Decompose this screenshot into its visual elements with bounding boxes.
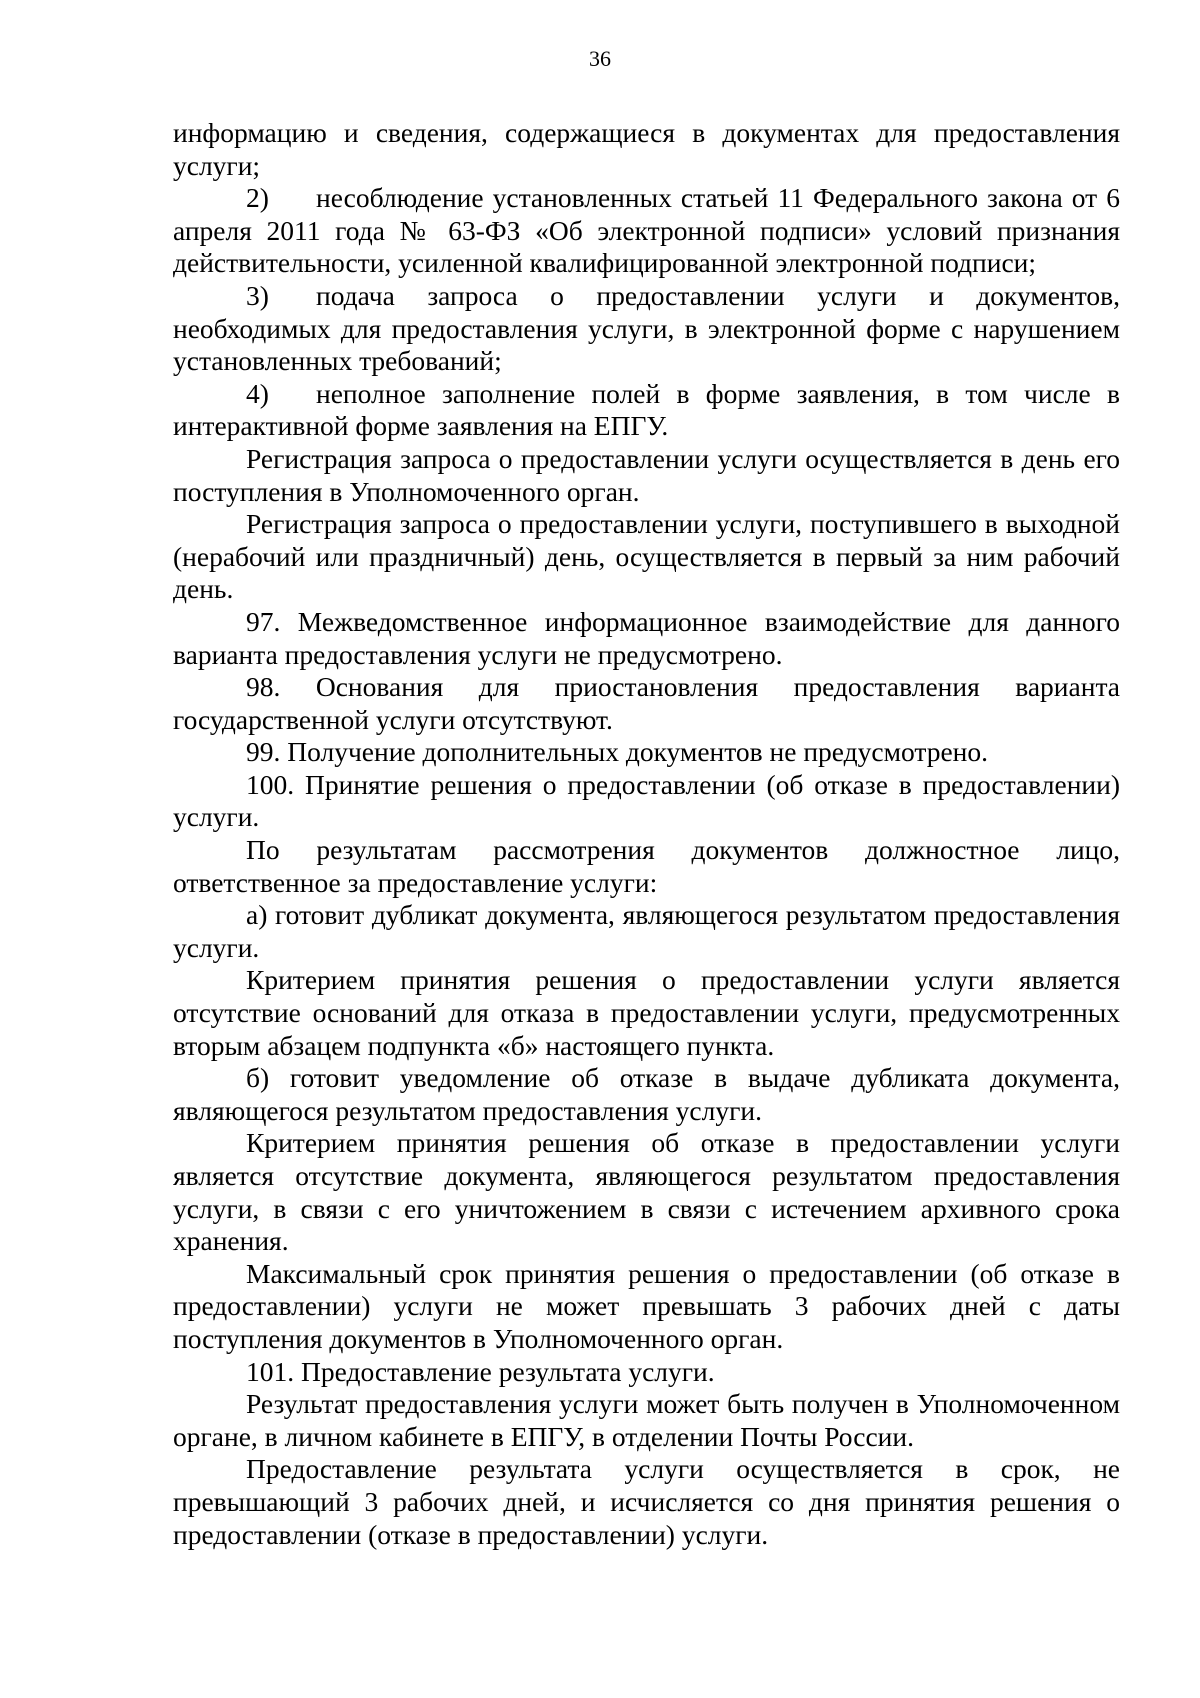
list-item-text: подача запроса о предоставлении услуги и документов, необходимых для предоставления услуги, в электронной форме с нарушением установленных требований; [173, 279, 1120, 377]
paragraph-max-term: Максимальный срок принятия решения о предоставлении (об отказе в предоставлении) услуги не может превышать 3 рабочих дней с даты поступления документов в Уполномоченного орган. [173, 1257, 1120, 1354]
list-item-text: несоблюдение установленных статьей 11 Федерального закона от 6 апреля 2011 года № 63-ФЗ «Об электронной подписи» условий признания действительности, усиленной квалифицированной электронной подписи; [173, 182, 1120, 279]
list-item-text: неполное заполнение полей в форме заявления, в том числе в интерактивной форме заявления на ЕПГУ. [173, 377, 1120, 442]
list-number: 4) [246, 377, 269, 409]
paragraph-registration-holiday: Регистрация запроса о предоставлении услуги, поступившего в выходной (нерабочий или праздничный) день, осуществляется в первый за ним рабочий день. [173, 508, 1120, 605]
list-item-4 [173, 378, 1120, 443]
paragraph-registration: Регистрация запроса о предоставлении услуги осуществляется в день его поступления в Уполномоченного орган. [173, 442, 1120, 507]
list-item-3 [173, 280, 1120, 378]
paragraph-101: 101. Предоставление результата услуги. [246, 1355, 715, 1387]
paragraph-result-received: Результат предоставления услуги может быть получен в Уполномоченном органе, в личном кабинете в ЕПГУ, в отделении Почты России. [173, 1388, 1120, 1452]
paragraph-review-results: По результатам рассмотрения документов должностное лицо, ответственное за предоставление услуги: [173, 834, 1120, 898]
list-number: 2) [246, 182, 269, 214]
page-number: 36 [589, 46, 611, 71]
paragraph-continuation: информацию и сведения, содержащиеся в документах для предоставления услуги; [173, 117, 1120, 181]
list-number: 3) [246, 279, 269, 311]
list-item-2 [173, 182, 1120, 280]
paragraph-item-a: а) готовит дубликат документа, являющегося результатом предоставления услуги. [173, 899, 1120, 963]
paragraph-99: 99. Получение дополнительных документов не предусмотрено. [246, 736, 989, 768]
paragraph-item-b: б) готовит уведомление об отказе в выдаче дубликата документа, являющегося результатом предоставления услуги. [173, 1062, 1120, 1126]
paragraph-criterion-refusal: Критерием принятия решения об отказе в предоставлении услуги является отсутствие документа, являющегося результатом предоставления услуги, в связи с его уничтожением в связи с истечением архивного срока хранения. [173, 1127, 1120, 1257]
paragraph-100: 100. Принятие решения о предоставлении (об отказе в предоставлении) услуги. [173, 768, 1120, 833]
paragraph-result-term: Предоставление результата услуги осуществляется в срок, не превышающий 3 рабочих дней, и исчисляется со дня принятия решения о предоставлении (отказе в предоставлении) услуги. [173, 1453, 1120, 1550]
paragraph-98: 98. Основания для приостановления предоставления варианта государственной услуги отсутствуют. [173, 671, 1120, 735]
paragraph-criterion-grant: Критерием принятия решения о предоставлении услуги является отсутствие оснований для отказа в предоставлении услуги, предусмотренных вторым абзацем подпункта «б» настоящего пункта. [173, 964, 1120, 1061]
document-body [173, 117, 1120, 1551]
paragraph-97: 97. Межведомственное информационное взаимодействие для данного варианта предоставления услуги не предусмотрено. [173, 605, 1120, 670]
